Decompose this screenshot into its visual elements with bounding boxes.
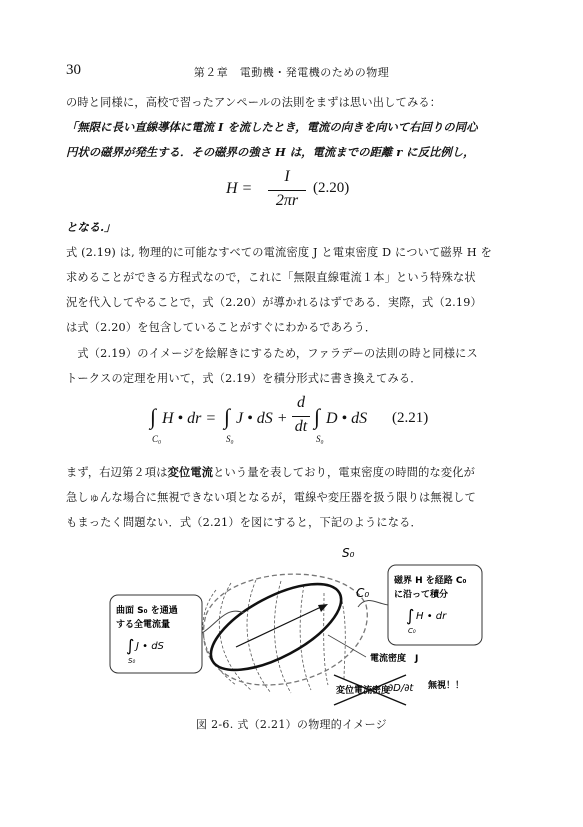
fraction-bar [292, 416, 310, 417]
eq-2-21-sub2: S₀ [226, 434, 234, 444]
integral-sign-1: ∫ [150, 404, 157, 429]
eq-2-20-numerator: I [284, 168, 290, 185]
label-s0: S₀ [342, 546, 355, 560]
para2-line2: トークスの定理を用いて，式（2.19）を積分形式に書き換えてみる． [66, 372, 422, 385]
left-box-integral: ∫ [126, 636, 135, 655]
integral-sign-2: ∫ [224, 404, 231, 429]
eq-2-21-sub3: S₀ [316, 434, 324, 444]
right-box-integral: ∫ [406, 606, 415, 625]
left-box-sub: S₀ [128, 657, 136, 665]
para1-line2: 求めることができる方程式なので，これに「無限直線電流１本」という特殊な状 [66, 271, 476, 284]
fraction-bar [268, 190, 306, 191]
eq-number-2-20: (2.20) [313, 180, 350, 196]
eq-2-21-frac-num: d [297, 394, 305, 411]
para1-line4: は式（2.20）を包含していることがすぐにわかるであろう． [66, 321, 377, 334]
page-number: 30 [66, 62, 81, 78]
eq-2-20-denominator: 2πr [275, 192, 299, 209]
eq-2-21-term1: H • dr = [162, 410, 217, 427]
field-lines [203, 580, 345, 693]
eq-number-2-21: (2.21) [392, 410, 429, 426]
displacement-formula: ∂D/∂t [388, 683, 414, 694]
para2-line1: 式（2.19）のイメージを絵解きにするため，ファラデーの法則の時と同様にス [66, 347, 478, 360]
para3-text-a: まず，右辺第２項は [66, 466, 168, 479]
para3-line3: もまったく問題ない．式（2.21）を図にすると，下記のようになる． [66, 516, 422, 529]
right-box-line1: 磁界 H を経路 C₀ [394, 576, 467, 586]
left-box-formula: J • dS [136, 641, 164, 652]
para3-text-b: という量を表しており，電束密度の時間的な変化が [213, 466, 476, 479]
current-density-label: 電流密度 J [370, 654, 419, 664]
arrow-head [318, 604, 328, 612]
eq-2-20-lhs: H = [226, 180, 253, 197]
equation-2-21 [150, 394, 410, 458]
quote-line-1: 「無限に長い直線導体に電流 I を流したとき，電流の向きを向いて右回りの同心 [66, 120, 478, 134]
right-box-formula: H • dr [416, 611, 447, 622]
keyword-displacement-current: 変位電流 [167, 465, 214, 479]
figure-physical-image [66, 535, 526, 710]
eq-2-21-term3: D • dS [326, 410, 368, 427]
right-box-sub: C₀ [408, 627, 416, 635]
equation-2-20 [226, 170, 326, 214]
left-box-line1: 曲面 S₀ を通過 [116, 606, 178, 616]
para1-line1: 式 (2.19) は, 物理的に可能なすべての電流密度 J と電束密度 D について磁界 H を [66, 246, 493, 259]
intro-line: の時と同様に，高校で習ったアンペールの法則をまずは思い出してみる： [66, 96, 442, 109]
eq-2-21-term2: J • dS + [236, 410, 288, 427]
loop-c0 [198, 567, 353, 688]
para3-line2: 急しゅんな場合に無視できない項となるが，電線や変圧器を扱う限りは無視して [66, 491, 476, 504]
quote-ending: となる.」 [66, 220, 116, 234]
para3-line1 [66, 460, 521, 485]
ignore-label: 無視！！ [428, 681, 465, 691]
eq-2-21-sub1: C₀ [152, 434, 162, 444]
right-connector [358, 601, 388, 607]
para1-line3: 況を代入してやることで，式（2.20）が導かれるはずである．実際，式（2.19） [66, 296, 482, 309]
displacement-current-label: 変位電流密度 [336, 686, 391, 696]
integral-sign-3: ∫ [314, 404, 321, 429]
right-box-line2: に沿って積分 [394, 590, 449, 600]
quote-line-2: 円状の磁界が発生する．その磁界の強さ H は，電流までの距離 r に反比例し， [66, 145, 475, 159]
left-box-line2: する全電流量 [116, 620, 171, 630]
chapter-header: 第２章 電動機・発電機のための物理 [193, 66, 390, 79]
eq-2-21-frac-den: dt [294, 418, 308, 435]
label-c0: C₀ [356, 586, 370, 600]
current-density-pointer [328, 635, 366, 657]
figure-caption: 図 2-6. 式（2.21）の物理的イメージ [196, 718, 387, 731]
